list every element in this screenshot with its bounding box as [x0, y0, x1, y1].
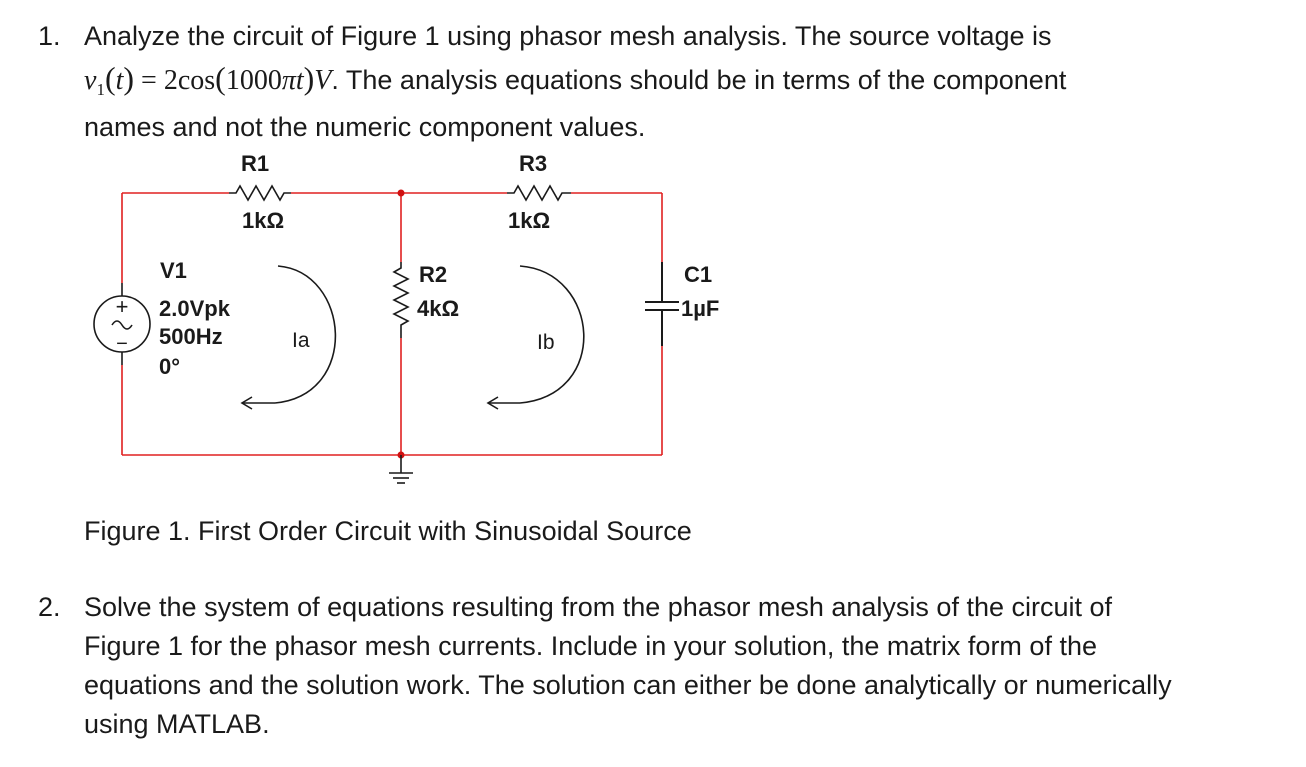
problem-2-line-1: Solve the system of equations resulting from the phasor mesh analysis of the circuit of	[84, 592, 1113, 622]
problem-1-line-1: Analyze the circuit of Figure 1 using phasor mesh analysis. The source voltage is	[84, 21, 1052, 51]
problem-2-number: 2.	[38, 592, 61, 622]
v1-minus-sign: −	[116, 333, 128, 355]
v1-source-symbol	[94, 283, 150, 365]
c1-capacitor-symbol	[645, 262, 679, 346]
mesh-b-label: Ib	[537, 331, 555, 354]
c1-value-label: 1µF	[681, 296, 720, 321]
v1-plus-sign: +	[115, 294, 129, 319]
top-node-dot	[398, 190, 405, 197]
r1-name-label: R1	[241, 151, 270, 176]
r3-resistor-symbol	[507, 186, 571, 200]
mesh-a-arrow	[242, 266, 335, 409]
ground-symbol	[389, 455, 413, 483]
r3-name-label: R3	[519, 151, 548, 176]
problem-2-line-3: equations and the solution work. The solution can either be done analytically or numerically	[84, 670, 1172, 700]
c1-name-label: C1	[684, 262, 713, 287]
source-voltage-equation: $v_1(t) = 2\cos(1000\pi t)V$	[84, 60, 332, 99]
v1-phase-label: 0°	[159, 354, 181, 379]
mesh-b-arrow	[488, 266, 584, 409]
problem-2-line-4: using MATLAB.	[84, 709, 270, 739]
problem-1-line-3: names and not the numeric component values.	[84, 112, 646, 142]
r2-resistor-symbol	[394, 262, 408, 338]
r3-value-label: 1kΩ	[508, 208, 551, 233]
v1-name-label: V1	[160, 258, 187, 283]
figure-caption: Figure 1. First Order Circuit with Sinusoidal Source	[84, 516, 692, 546]
problem-1-line-2-text: . The analysis equations should be in terms of the component	[331, 65, 1067, 95]
r2-name-label: R2	[419, 262, 448, 287]
mesh-a-label: Ia	[292, 329, 310, 352]
r1-resistor-symbol	[229, 186, 291, 200]
v1-amplitude-label: 2.0Vpk	[159, 296, 230, 321]
r2-value-label: 4kΩ	[417, 296, 460, 321]
problem-1-number: 1.	[38, 21, 61, 51]
v1-frequency-label: 500Hz	[159, 324, 223, 349]
problem-2-line-2: Figure 1 for the phasor mesh currents. Include in your solution, the matrix form of the	[84, 631, 1097, 661]
r1-value-label: 1kΩ	[242, 208, 285, 233]
